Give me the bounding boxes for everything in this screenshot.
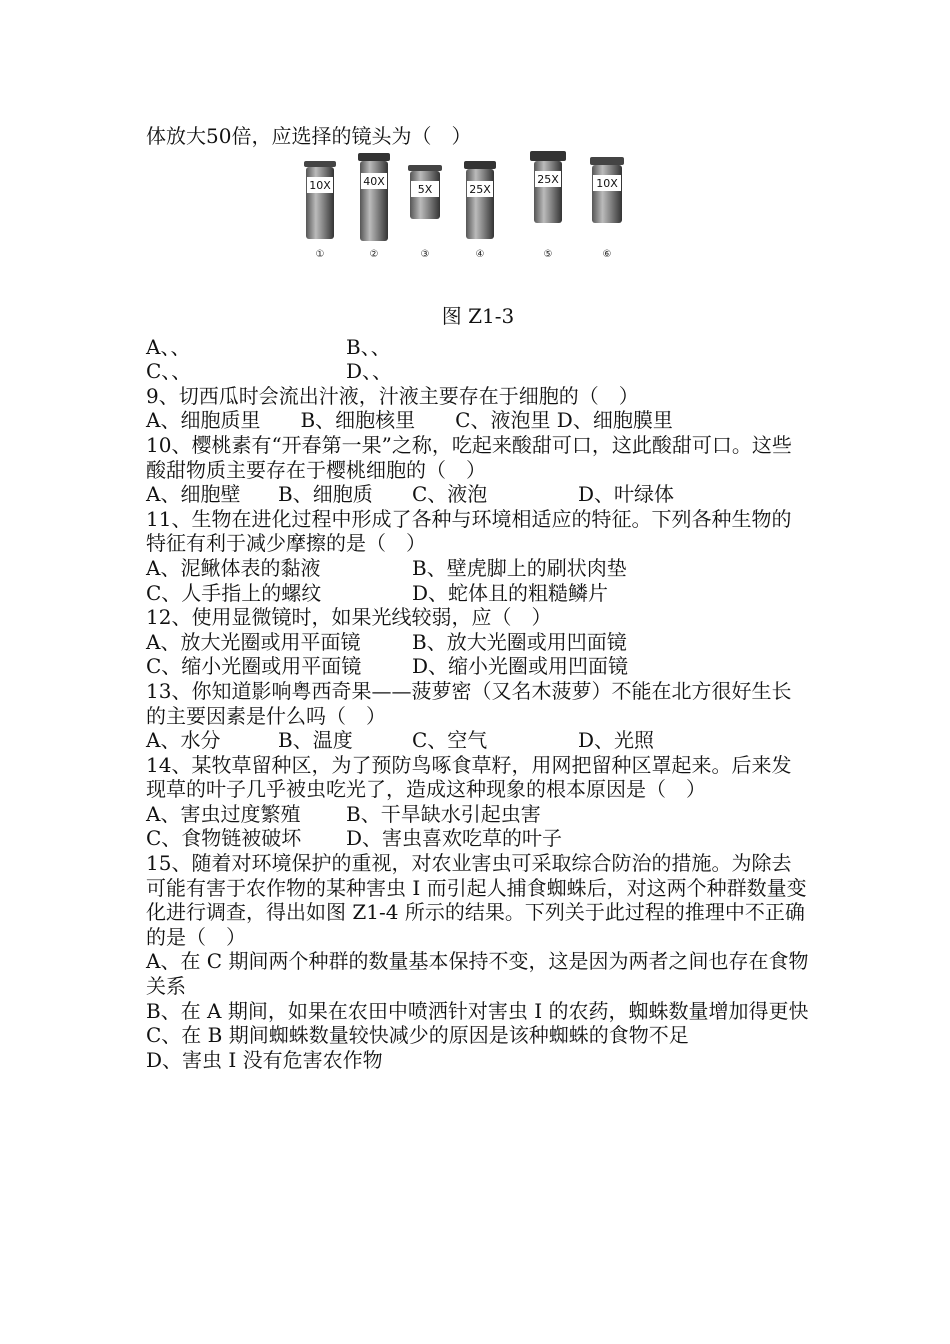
question-15-stem: 15、随着对环境保护的重视，对农业害虫可采取综合防治的措施。为除去可能有害于农作物的某种害虫 I 而引起人捕食蜘蛛后，对这两个种群数量变化进行调查，得出如图 Z1-4 所示的结果。下列关于此过程的推理中不正确的是（ ） (146, 851, 807, 949)
question-14-options-cd (146, 826, 810, 851)
option-d: D、缩小光圈或用凹面镜 (412, 654, 629, 679)
question-15-option-c: C、在 B 期间蜘蛛数量较快减少的原因是该种蜘蛛的食物不足 (146, 1023, 689, 1048)
option-a: A、害虫过度繁殖 (146, 801, 301, 826)
option-c: C、空气 (412, 728, 488, 753)
question-8-stem: 体放大50倍，应选择的镜头为（ ） (146, 124, 472, 148)
option-b: B、细胞质 (278, 482, 373, 507)
lens-6-number: ⑥ (602, 248, 612, 260)
lens-6 (590, 157, 624, 260)
question-14-stem: 14、某牧草留种区，为了预防鸟啄食草籽，用网把留种区罩起来。后来发现草的叶子几乎被虫吃光了，造成这种现象的根本原因是（ ） (146, 752, 792, 802)
option-b: B、放大光圈或用凹面镜 (412, 629, 627, 654)
lens-5-label: 25X (537, 172, 559, 186)
lens-3-label: 5X (417, 182, 433, 196)
option-a: A、放大光圈或用平面镜 (146, 629, 361, 654)
question-11-options-ab (146, 556, 810, 581)
question-14-options-ab (146, 802, 810, 827)
option-b: B、、 (346, 334, 391, 359)
lens-2-label: 40X (363, 174, 385, 188)
lens-5 (530, 151, 566, 260)
question-12-options-cd (146, 654, 810, 679)
lens-3 (408, 165, 442, 260)
option-a: A、水分 (146, 728, 221, 753)
lens-figure (146, 151, 810, 328)
objective-lenses-image (304, 151, 648, 261)
question-10-stem: 10、樱桃素有“开春第一果”之称，吃起来酸甜可口，这此酸甜可口。这些酸甜物质主要存在于樱桃细胞的（ ） (146, 432, 792, 482)
option-c: C、食物链被破坏 (146, 826, 302, 851)
option-c: C、液泡 (412, 482, 488, 507)
question-12-options-ab (146, 630, 810, 655)
question-11-stem: 11、生物在进化过程中形成了各种与环境相适应的特征。下列各种生物的特征有利于减少摩擦的是（ ） (146, 506, 792, 556)
lens-4-label: 25X (469, 182, 491, 196)
option-a: A、细胞壁 (146, 482, 241, 507)
lens-3-number: ③ (420, 248, 430, 260)
question-12-stem: 12、使用显微镜时，如果光线较弱，应（ ） (146, 605, 552, 630)
option-b: B、干旱缺水引起虫害 (346, 801, 541, 826)
option-b: B、壁虎脚上的刷状肉垫 (412, 555, 627, 580)
option-d: D、害虫喜欢吃草的叶子 (346, 826, 563, 851)
lens-1-number: ① (315, 248, 325, 260)
option-a: A、、 (146, 334, 191, 359)
question-15-option-d: D、害虫 I 没有危害农作物 (146, 1047, 383, 1072)
lens-5-number: ⑤ (543, 248, 553, 260)
figure-caption: 图 Z1-3 (441, 303, 515, 328)
lens-1 (304, 161, 336, 260)
question-8-options-ab (146, 335, 810, 360)
lens-6-label: 10X (596, 176, 618, 190)
question-13-options (146, 728, 810, 753)
option-c: C、缩小光圈或用平面镜 (146, 654, 362, 679)
lens-2 (358, 153, 390, 260)
worksheet (146, 124, 810, 1072)
option-c: C、人手指上的螺纹 (146, 580, 322, 605)
question-11-options-cd (146, 581, 810, 606)
option-d: D、、 (346, 359, 393, 384)
lens-4 (464, 161, 496, 260)
option-d: D、蛇体且的粗糙鳞片 (412, 580, 609, 605)
question-13-stem: 13、你知道影响粤西奇果——菠萝密（又名木菠萝）不能在北方很好生长的主要因素是什么吗（ ） (146, 678, 792, 728)
lens-1-label: 10X (309, 178, 331, 192)
option-a: A、泥鳅体表的黏液 (146, 555, 321, 580)
question-9-options: A、细胞质里 B、细胞核里 C、液泡里 D、细胞膜里 (146, 408, 673, 433)
question-15-option-a: A、在 C 期间两个种群的数量基本保持不变，这是因为两者之间也存在食物关系 (146, 949, 809, 999)
lens-2-number: ② (369, 248, 379, 260)
option-d: D、叶绿体 (578, 482, 675, 507)
option-d: D、光照 (578, 728, 655, 753)
option-c: C、、 (146, 359, 192, 384)
question-15-option-b: B、在 A 期间，如果在农田中喷洒针对害虫 I 的农药，蜘蛛数量增加得更快 (146, 998, 809, 1023)
option-b: B、温度 (278, 728, 353, 753)
question-8-options-cd (146, 359, 810, 384)
lens-4-number: ④ (475, 248, 485, 260)
question-10-options (146, 482, 810, 507)
question-9-stem: 9、切西瓜时会流出汁液，汁液主要存在于细胞的（ ） (146, 383, 639, 408)
